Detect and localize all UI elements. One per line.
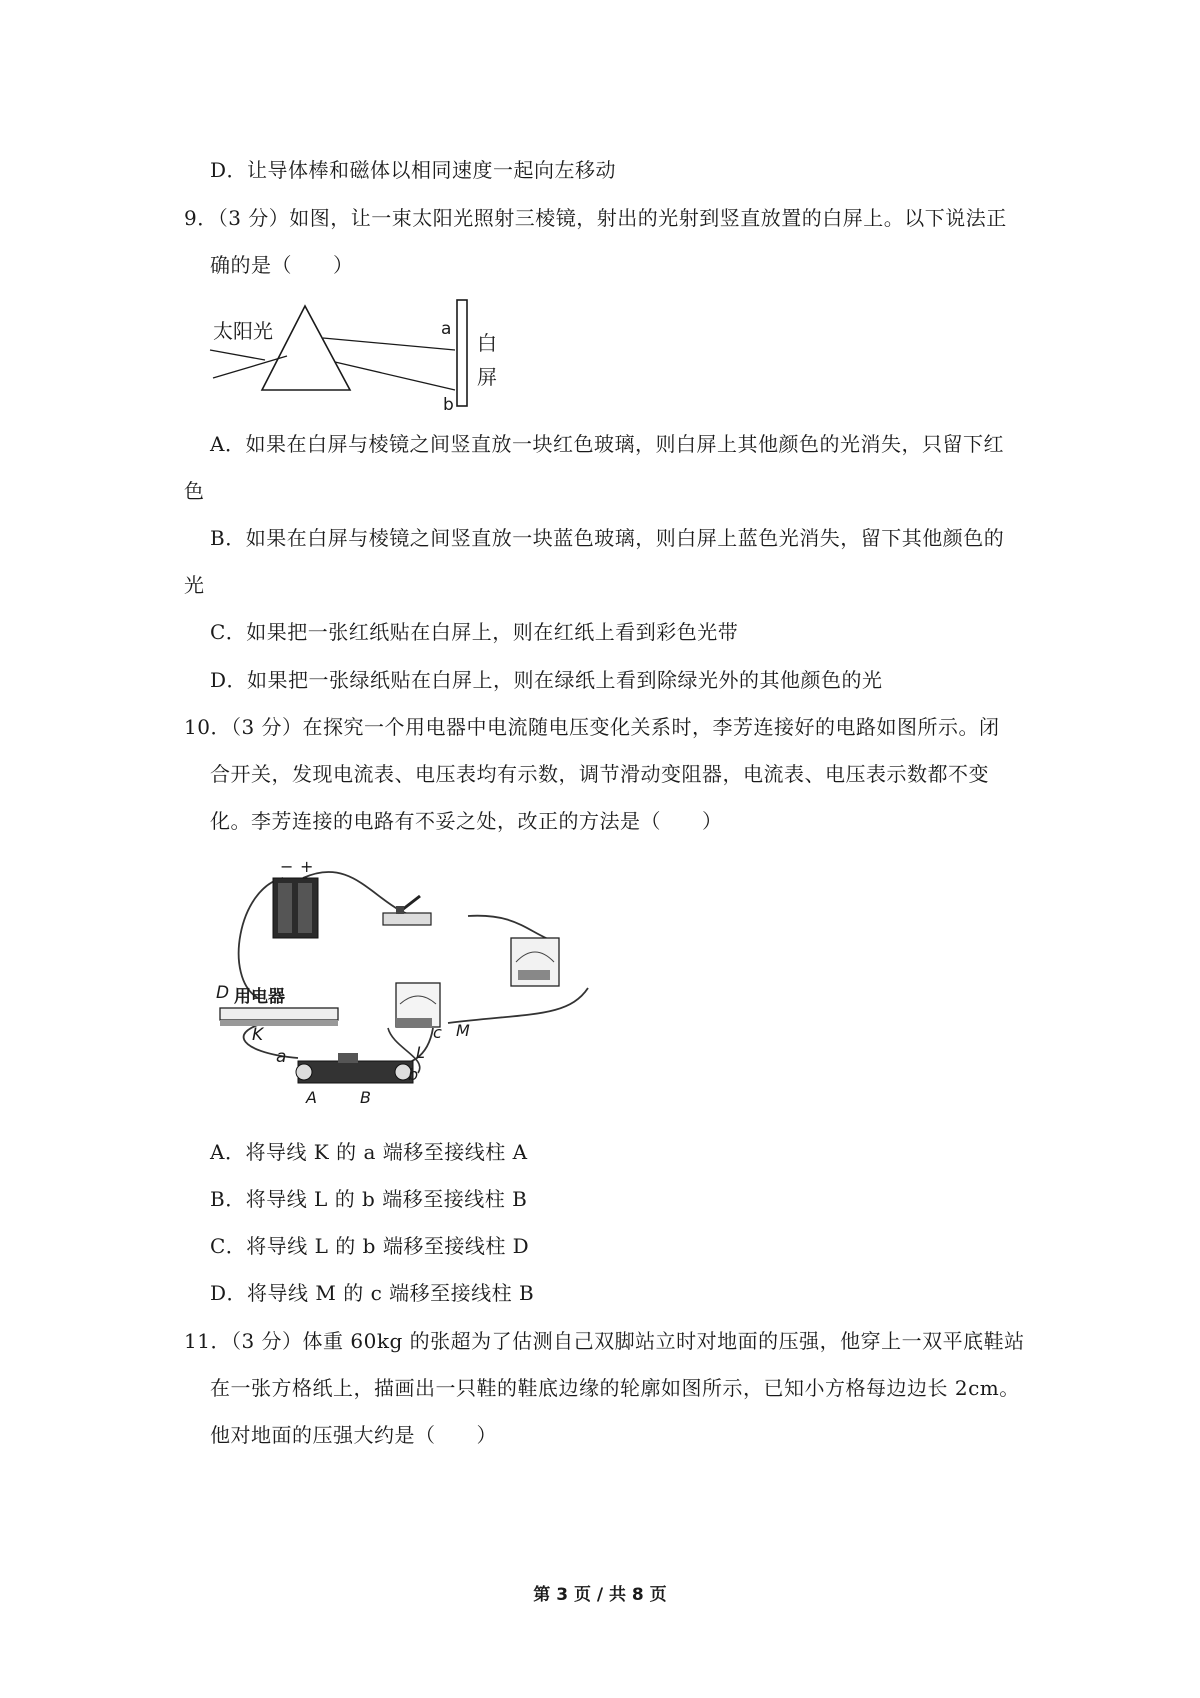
label-b: b	[408, 1065, 419, 1084]
prism	[262, 306, 350, 390]
q10-stem-line-3: 化。李芳连接的电路有不妥之处，改正的方法是（ ）	[210, 809, 723, 833]
q9-stem-line-1: 9．（3 分）如图，让一束太阳光照射三棱镜，射出的光射到竖直放置的白屏上。以下说法正	[184, 206, 1007, 230]
page-footer: 第 3 页 / 共 8 页	[533, 1585, 667, 1605]
q11-stem-line-1: 11．（3 分）体重 60kg 的张超为了估测自己双脚站立时对地面的压强，他穿上一双平底鞋站	[184, 1329, 1025, 1353]
q10-option-c: C．将导线 L 的 b 端移至接线柱 D	[210, 1234, 530, 1258]
label-b: b	[443, 395, 454, 415]
ray-a	[323, 338, 455, 350]
q9-option-b-line-2: 光	[184, 573, 205, 597]
wire-l	[388, 1028, 433, 1064]
label-l: L	[416, 1043, 425, 1062]
q9-option-b-line-1: B．如果在白屏与棱镜之间竖直放一块蓝色玻璃，则白屏上蓝色光消失，留下其他颜色的	[210, 526, 1005, 550]
q9-stem-line-2: 确的是（ ）	[210, 253, 354, 277]
label-m: M	[456, 1021, 470, 1040]
label-a: a	[441, 319, 452, 339]
ray-b	[335, 362, 455, 390]
circuit-figure	[216, 857, 628, 1108]
label-a: a	[276, 1047, 287, 1067]
q9-option-a-line-2: 色	[184, 479, 205, 503]
label-B: B	[360, 1088, 371, 1107]
q11-stem-line-2: 在一张方格纸上，描画出一只鞋的鞋底边缘的轮廓如图所示，已知小方格每边边长 2cm。	[210, 1376, 1020, 1400]
label-c: c	[433, 1023, 442, 1042]
voltmeter	[396, 983, 440, 1028]
q9-option-a-line-1: A．如果在白屏与棱镜之间竖直放一块红色玻璃，则白屏上其他颜色的光消失，只留下红	[210, 432, 1004, 456]
q8-option-d: D．让导体棒和磁体以相同速度一起向左移动	[210, 158, 617, 182]
q10-option-b: B．将导线 L 的 b 端移至接线柱 B	[210, 1187, 528, 1211]
wire-battery-switch	[303, 872, 423, 918]
q10-stem-line-1: 10．（3 分）在探究一个用电器中电流随电压变化关系时，李芳连接好的电路如图所示。闭	[184, 715, 1000, 739]
electrical-device	[216, 983, 338, 1026]
q9-option-c: C．如果把一张红纸贴在白屏上，则在红纸上看到彩色光带	[210, 620, 739, 644]
switch	[383, 896, 431, 925]
label-d: D	[216, 983, 230, 1003]
q10-option-a: A．将导线 K 的 a 端移至接线柱 A	[210, 1140, 528, 1164]
incoming-ray-1	[210, 350, 265, 360]
prism-figure	[205, 298, 505, 413]
incoming-ray-2	[213, 356, 287, 378]
battery-minus: −	[280, 857, 294, 876]
q9-option-d: D．如果把一张绿纸贴在白屏上，则在绿纸上看到除绿光外的其他颜色的光	[210, 668, 883, 692]
label-k: K	[252, 1025, 264, 1045]
q11-stem-line-3: 他对地面的压强大约是（ ）	[210, 1423, 497, 1447]
ammeter	[511, 938, 559, 986]
sunlight-label: 太阳光	[213, 319, 273, 343]
q10-stem-line-2: 合开关，发现电流表、电压表均有示数，调节滑动变阻器，电流表、电压表示数都不变	[210, 762, 989, 786]
battery-plus: +	[300, 857, 314, 876]
label-A: A	[306, 1088, 317, 1107]
q10-option-d: D．将导线 M 的 c 端移至接线柱 B	[210, 1281, 535, 1305]
wire-m	[448, 988, 588, 1023]
screen-char-2: 屏	[477, 365, 497, 389]
white-screen	[457, 300, 467, 406]
screen-char-1: 白	[477, 331, 497, 355]
battery	[273, 857, 318, 938]
rheostat	[296, 1053, 413, 1083]
device-label: 用电器	[234, 987, 285, 1007]
